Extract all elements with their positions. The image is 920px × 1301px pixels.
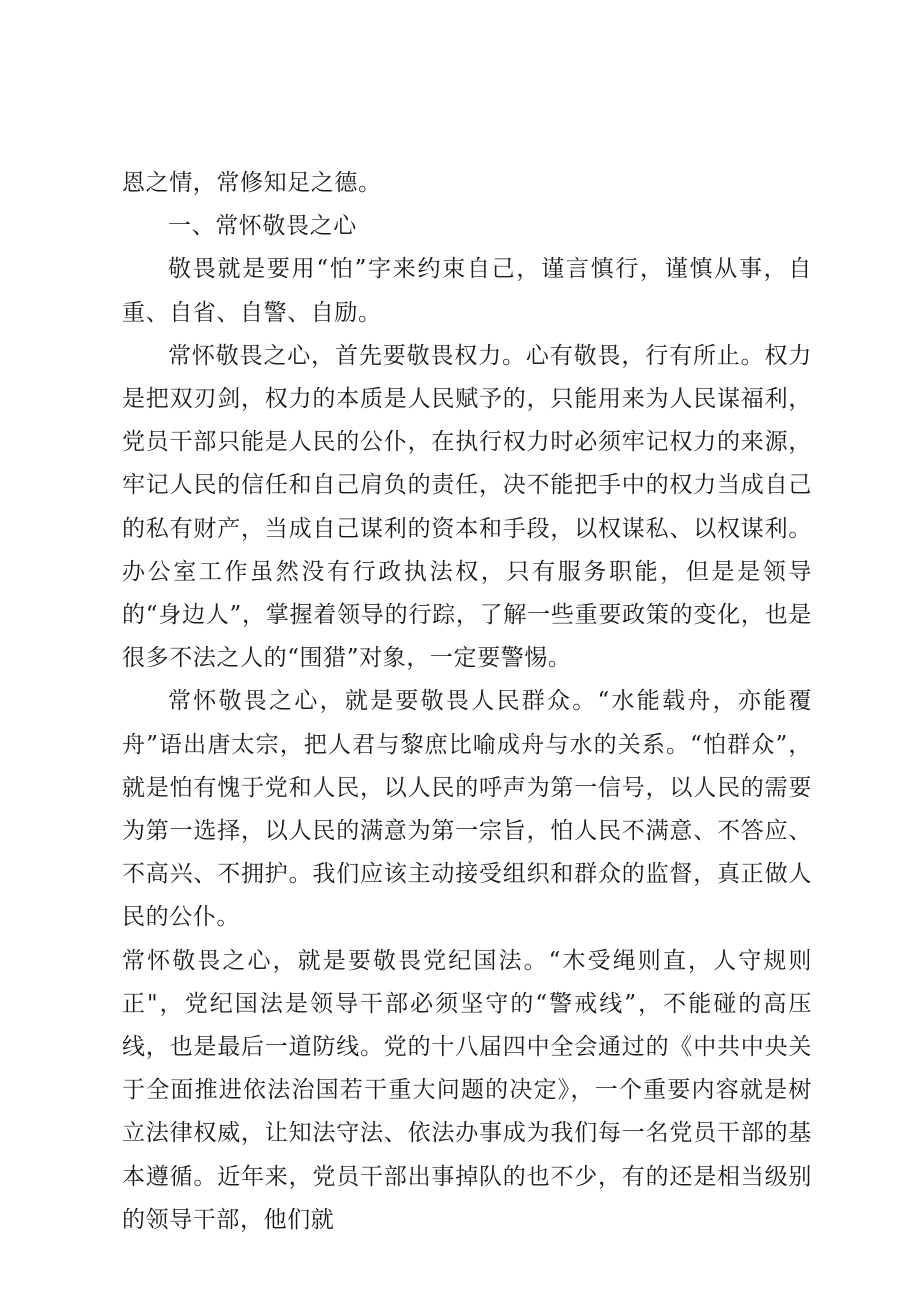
document-body [122, 162, 812, 1242]
paragraph-respect-power: 常怀敬畏之心，首先要敬畏权力。心有敬畏，行有所止。权力是把双刃剑，权力的本质是人民赋予的，只能用来为人民谋福利，党员干部只能是人民的公仆，在执行权力时必须牢记权力的来源，牢记人民的信任和自己肩负的责任，决不能把手中的权力当成自己的私有财产，当成自己谋利的资本和手段，以权谋私、以权谋利。办公室工作虽然没有行政执法权，只有服务职能，但是是领导的“身边人”，掌握着领导的行踪，了解一些重要政策的变化，也是很多不法之人的“围猎”对象，一定要警惕。 [122, 342, 812, 672]
paragraph-definition: 敬畏就是要用“怕”字来约束自己，谨言慎行，谨慎从事，自重、自省、自警、自励。 [122, 256, 812, 326]
paragraph-respect-people: 常怀敬畏之心，就是要敬畏人民群众。“水能载舟，亦能覆舟”语出唐太宗，把人君与黎庶比喻成舟与水的关系。“怕群众”，就是怕有愧于党和人民，以人民的呼声为第一信号，以人民的需要为第一选择，以人民的满意为第一宗旨，怕人民不满意、不答应、不高兴、不拥护。我们应该主动接受组织和群众的监督，真正做人民的公仆。 [122, 688, 812, 931]
paragraph-continuation: 恩之情，常修知足之德。 [122, 170, 382, 196]
paragraph-respect-law: 常怀敬畏之心，就是要敬畏党纪国法。“木受绳则直，人守规则正"，党纪国法是领导干部必须坚守的“警戒线”，不能碰的高压线，也是最后一道防线。党的十八届四中全会通过的《中共中央关于全面推进依法治国若干重大问题的决定》，一个重要内容就是树立法律权威，让知法守法、依法办事成为我们每一名党员干部的基本遵循。近年来，党员干部出事掉队的也不少，有的还是相当级别的领导干部，他们就 [122, 947, 812, 1233]
section-heading: 一、常怀敬畏之心 [168, 213, 357, 240]
